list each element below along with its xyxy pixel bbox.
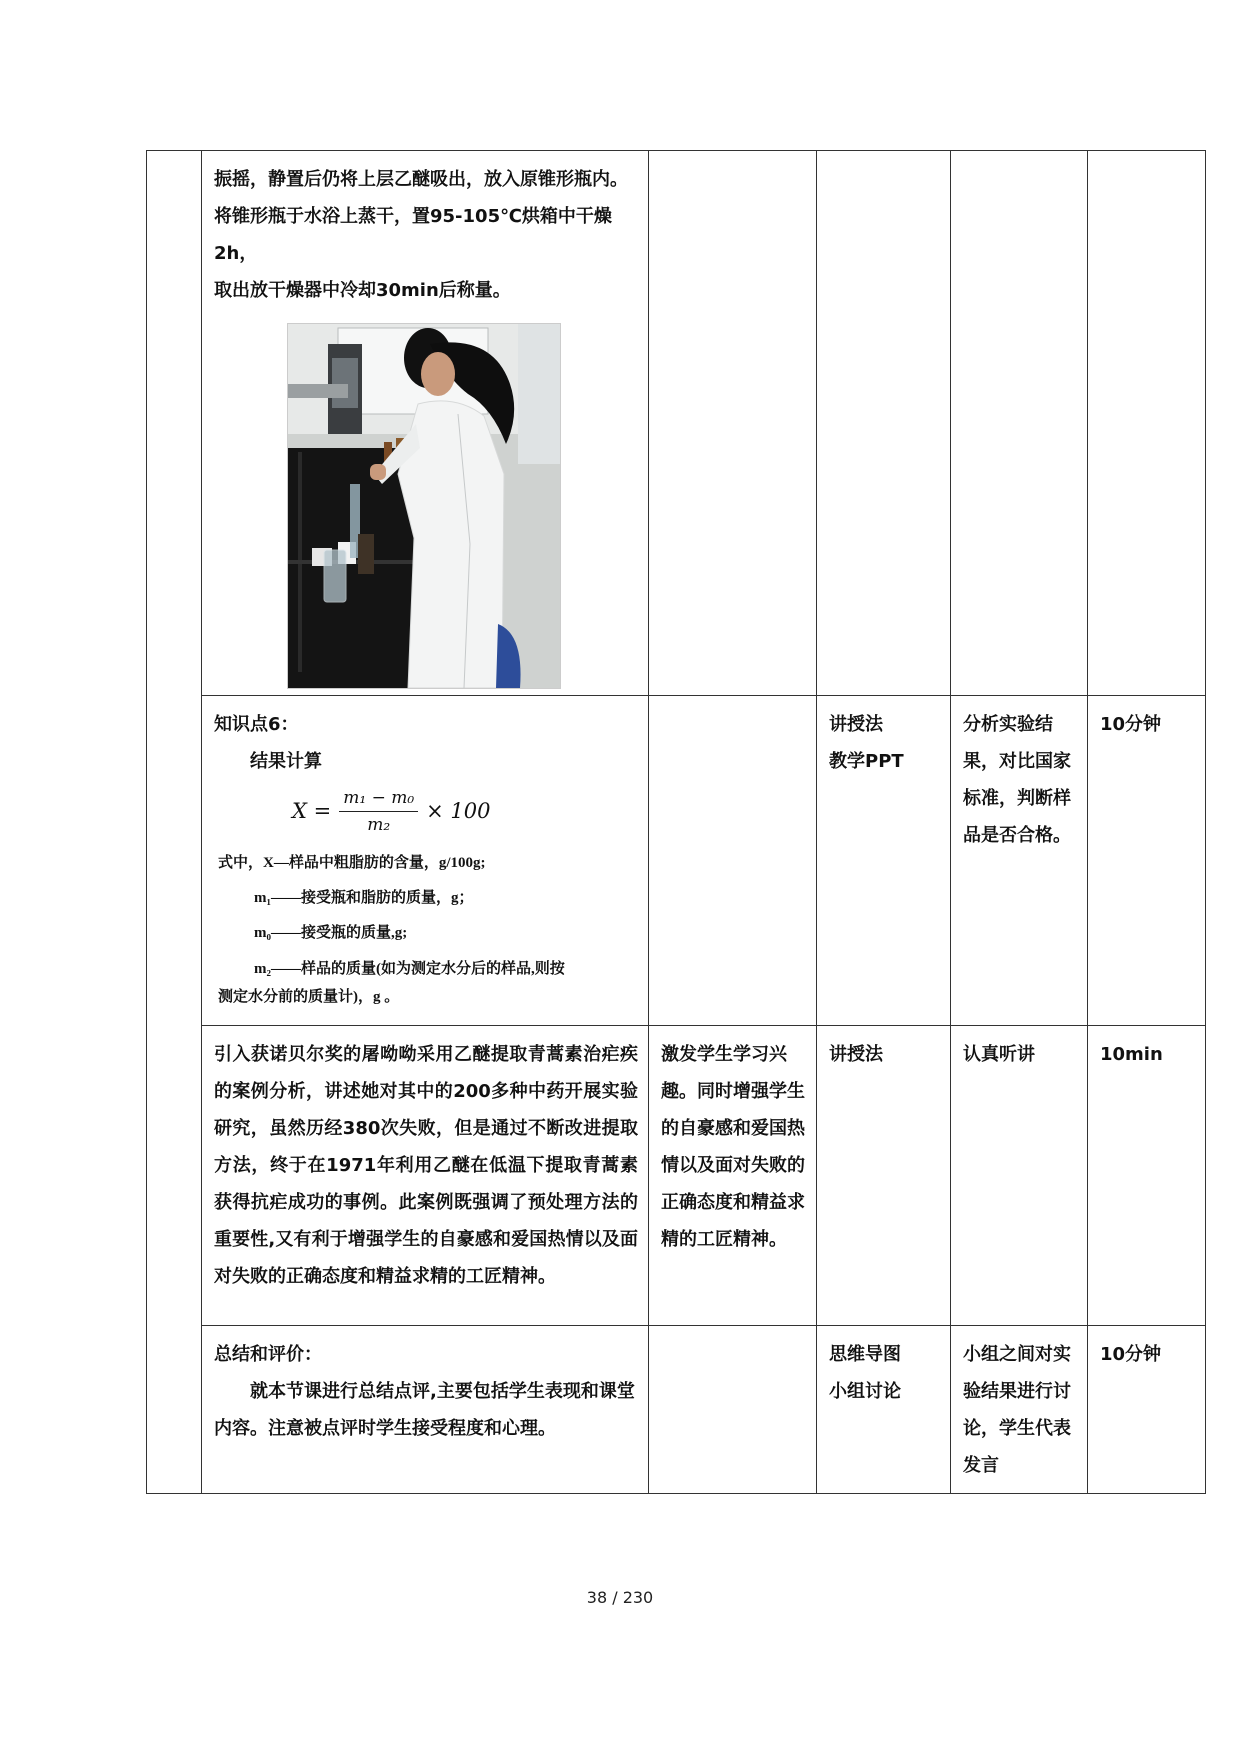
activity-cell xyxy=(951,1026,1088,1326)
lab-photo xyxy=(287,323,561,689)
content-cell xyxy=(202,1026,649,1326)
page-number: 38 / 230 xyxy=(586,1588,654,1607)
activity-cell xyxy=(951,151,1088,696)
method-line: 小组讨论 xyxy=(829,1381,901,1402)
lesson-plan-table xyxy=(146,150,1206,1494)
procedure-line: 将锥形瓶于水浴上蒸干，置95-105℃烘箱中干燥2h， xyxy=(214,206,612,264)
definition-line: m₂——样品的质量(如为测定水分后的样品,则按 xyxy=(254,960,565,977)
table-row xyxy=(147,696,1206,1026)
definition-line: 测定水分前的质量计)，g 。 xyxy=(218,988,400,1005)
method-cell xyxy=(817,1026,951,1326)
method-cell xyxy=(817,696,951,1026)
time-cell xyxy=(1088,1326,1206,1494)
activity-text: 认真听讲 xyxy=(963,1044,1035,1065)
time-cell xyxy=(1088,696,1206,1026)
procedure-line: 振摇，静置后仍将上层乙醚吸出，放入原锥形瓶内。 xyxy=(214,169,628,190)
formula-definitions xyxy=(214,846,638,1011)
formula-factor: × 100 xyxy=(426,799,491,824)
time-text: 10min xyxy=(1100,1044,1163,1065)
table-row xyxy=(147,151,1206,696)
content-cell xyxy=(202,151,649,696)
purpose-cell xyxy=(649,1326,817,1494)
definition-line: m₁——接受瓶和脂肪的质量，g； xyxy=(254,889,474,906)
knowledge-point-heading: 知识点6： xyxy=(214,714,299,735)
activity-text: 分析实验结果，对比国家标准，判断样品是否合格。 xyxy=(963,714,1071,846)
purpose-cell xyxy=(649,151,817,696)
definition-line: m₀——接受瓶的质量,g; xyxy=(254,924,408,941)
time-text: 10分钟 xyxy=(1100,1344,1162,1365)
purpose-cell xyxy=(649,696,817,1026)
result-formula xyxy=(292,788,638,836)
formula-numerator: m₁ − m₀ xyxy=(339,788,418,812)
method-cell xyxy=(817,1326,951,1494)
method-cell xyxy=(817,151,951,696)
activity-text: 小组之间对实验结果进行讨论，学生代表发言 xyxy=(963,1344,1071,1476)
method-text: 讲授法 xyxy=(829,1044,883,1065)
definition-line: 式中，X—样品中粗脂肪的含量，g/100g; xyxy=(218,854,486,871)
formula-denominator: m₂ xyxy=(367,815,391,836)
formula-fraction xyxy=(339,788,418,836)
content-cell xyxy=(202,696,649,1026)
purpose-text: 激发学生学习兴趣。同时增强学生的自豪感和爱国热情以及面对失败的正确态度和精益求精的工匠精神。 xyxy=(661,1044,805,1250)
activity-cell xyxy=(951,696,1088,1026)
table-row xyxy=(147,1326,1206,1494)
formula-lhs: X = xyxy=(292,799,332,824)
summary-text: 就本节课进行总结点评,主要包括学生表现和课堂内容。注意被点评时学生接受程度和心理。 xyxy=(214,1381,635,1439)
table-row xyxy=(147,1026,1206,1326)
knowledge-point-subheading: 结果计算 xyxy=(250,751,322,772)
case-study-text: 引入获诺贝尔奖的屠呦呦采用乙醚提取青蒿素治疟疾的案例分析，讲述她对其中的200多种中药开展实验研究，虽然历经380次失败，但是通过不断改进提取方法，终于在1971年利用乙醚在低温下提取青蒿素获得抗疟成功的事例。此案例既强调了预处理方法的重要性,又有利于增强学生的自豪感和爱国热情以及面对失败的正确态度和精益求精的工匠精神。 xyxy=(214,1044,638,1287)
content-cell xyxy=(202,1326,649,1494)
method-line: 教学PPT xyxy=(829,751,904,772)
procedure-line: 取出放干燥器中冷却30min后称量。 xyxy=(214,280,511,301)
lab-photo-illustration xyxy=(288,324,560,688)
method-line: 讲授法 xyxy=(829,714,883,735)
stage-cell xyxy=(147,151,202,1494)
purpose-cell xyxy=(649,1026,817,1326)
summary-heading: 总结和评价： xyxy=(214,1344,322,1365)
activity-cell xyxy=(951,1326,1088,1494)
method-line: 思维导图 xyxy=(829,1344,901,1365)
time-cell xyxy=(1088,151,1206,696)
time-cell xyxy=(1088,1026,1206,1326)
time-text: 10分钟 xyxy=(1100,714,1162,735)
